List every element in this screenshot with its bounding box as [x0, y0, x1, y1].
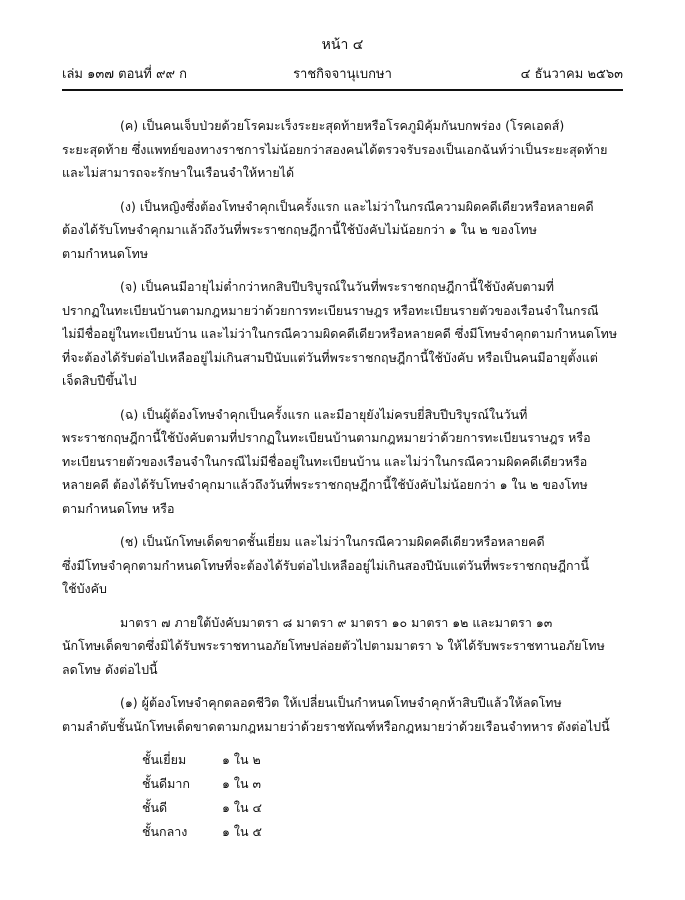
document-body [62, 114, 623, 844]
paragraph-line: ระยะสุดท้าย ซึ่งแพทย์ของทางราชการไม่น้อยกว่าสองคนได้ตรวจรับรองเป็นเอกฉันท์ว่าเป็นระยะสุดท้าย [62, 141, 608, 157]
paragraph-line: (ค) เป็นคนเจ็บป่วยด้วยโรคมะเร็งระยะสุดท้ายหรือโรคภูมิคุ้มกันบกพร่อง (โรคเอดส์) [120, 118, 565, 133]
page-number: หน้า ๔ [321, 37, 364, 53]
paragraph-line: และไม่สามารถจะรักษาในเรือนจำให้หายได้ [62, 165, 295, 180]
list-item [142, 820, 623, 844]
header-divider [62, 89, 623, 91]
list-item [142, 748, 623, 772]
paragraph-line: (ง) เป็นหญิงซึ่งต้องโทษจำคุกเป็นครั้งแรก และไม่ว่าในกรณีความผิดคดีเดียวหรือหลายคดี [120, 198, 594, 214]
paragraph-line: (๑) ผู้ต้องโทษจำคุกตลอดชีวิต ให้เปลี่ยนเป็นกำหนดโทษจำคุกห้าสิบปีแล้วให้ลดโทษ [120, 695, 562, 710]
list-item [142, 772, 623, 796]
paragraph-line: ตามกำหนดโทษ หรือ [62, 500, 175, 516]
volume-issue: เล่ม ๑๓๗ ตอนที่ ๙๙ ก [62, 67, 188, 82]
paragraph-line: ต้องได้รับโทษจำคุกมาแล้วถึงวันที่พระราชกฤษฎีกานี้ใช้บังคับไม่น้อยกว่า ๑ ใน ๒ ของโทษ [62, 222, 537, 237]
list-item [142, 796, 623, 820]
class-fraction-list [142, 748, 623, 844]
paragraph [62, 403, 623, 521]
paragraph-line: (จ) เป็นคนมีอายุไม่ต่ำกว่าหกสิบปีบริบูรณ์ในวันที่พระราชกฤษฎีกานี้ใช้บังคับตามที่ [120, 279, 555, 294]
publication-date: ๔ ธันวาคม ๒๕๖๓ [520, 67, 623, 82]
paragraph [62, 114, 623, 185]
paragraph [62, 530, 623, 601]
class-name: ชั้นดีมาก [142, 776, 190, 791]
paragraph-line: ซึ่งมีโทษจำคุกตามกำหนดโทษที่จะต้องได้รับต่อไปเหลืออยู่ไม่เกินสองปีนับแต่วันที่พระราชกฤษฎีกานี้ [62, 557, 590, 573]
paragraph-line: ที่จะต้องได้รับต่อไปเหลืออยู่ไม่เกินสามปีนับแต่วันที่พระราชกฤษฎีกานี้ใช้บังคับ หรือเป็นคนมีอายุตั้งแต่ [62, 349, 598, 365]
class-name: ชั้นเยี่ยม [142, 752, 187, 767]
paragraph-line: นักโทษเด็ดขาดซึ่งมิได้รับพระราชทานอภัยโทษปล่อยตัวไปตามมาตรา ๖ ให้ได้รับพระราชทานอภัยโทษ [62, 638, 605, 653]
paragraph [62, 195, 623, 266]
paragraph-line: พระราชกฤษฎีกานี้ใช้บังคับตามที่ปรากฏในทะเบียนบ้านตามกฎหมายว่าด้วยการทะเบียนราษฎร หรือ [62, 430, 591, 445]
paragraph-line: ทะเบียนรายตัวของเรือนจำในกรณีไม่มีชื่ออยู่ในทะเบียนบ้าน และไม่ว่าในกรณีความผิดคดีเดียวหรือ [62, 453, 588, 469]
paragraph-line: ปรากฏในทะเบียนบ้านตามกฎหมายว่าด้วยการทะเบียนราษฎร หรือทะเบียนรายตัวของเรือนจำในกรณี [62, 302, 599, 318]
reduction-fraction: ๑ ใน ๔ [222, 800, 262, 815]
paragraph-line: ไม่มีชื่ออยู่ในทะเบียนบ้าน และไม่ว่าในกรณีความผิดคดีเดียวหรือหลายคดี ซึ่งมีโทษจำคุกตามกำหนดโทษ [62, 326, 618, 341]
paragraph [62, 691, 623, 738]
gazette-header [62, 63, 623, 85]
class-name: ชั้นกลาง [142, 824, 188, 839]
paragraph-line: (ฉ) เป็นผู้ต้องโทษจำคุกเป็นครั้งแรก และมีอายุยังไม่ครบยี่สิบปีบริบูรณ์ในวันที่ [120, 406, 528, 422]
class-name: ชั้นดี [142, 800, 168, 815]
paragraph-line: หลายคดี ต้องได้รับโทษจำคุกมาแล้วถึงวันที่พระราชกฤษฎีกานี้ใช้บังคับไม่น้อยกว่า ๑ ใน ๒ ของโทษ [62, 477, 588, 492]
paragraph [62, 275, 623, 393]
paragraph-line: เจ็ดสิบปีขึ้นไป [62, 373, 137, 388]
reduction-fraction: ๑ ใน ๓ [222, 776, 262, 791]
gazette-title: ราชกิจจานุเบกษา [293, 67, 392, 82]
reduction-fraction: ๑ ใน ๕ [222, 824, 262, 839]
paragraph-line: ตามลำดับชั้นนักโทษเด็ดขาดตามกฎหมายว่าด้วยราชทัณฑ์หรือกฎหมายว่าด้วยเรือนจำทหาร ดังต่อไปนี้ [62, 718, 610, 734]
paragraph-line: ตามกำหนดโทษ [62, 245, 149, 261]
paragraph-line: ลดโทษ ดังต่อไปนี้ [62, 661, 158, 677]
paragraph-line: ใช้บังคับ [62, 581, 107, 596]
paragraph-line: (ช) เป็นนักโทษเด็ดขาดชั้นเยี่ยม และไม่ว่าในกรณีความผิดคดีเดียวหรือหลายคดี [120, 534, 545, 549]
reduction-fraction: ๑ ใน ๒ [222, 752, 261, 767]
paragraph-line: มาตรา ๗ ภายใต้บังคับมาตรา ๘ มาตรา ๙ มาตรา ๑๐ มาตรา ๑๒ และมาตรา ๑๓ [120, 614, 553, 630]
paragraph [62, 611, 623, 682]
